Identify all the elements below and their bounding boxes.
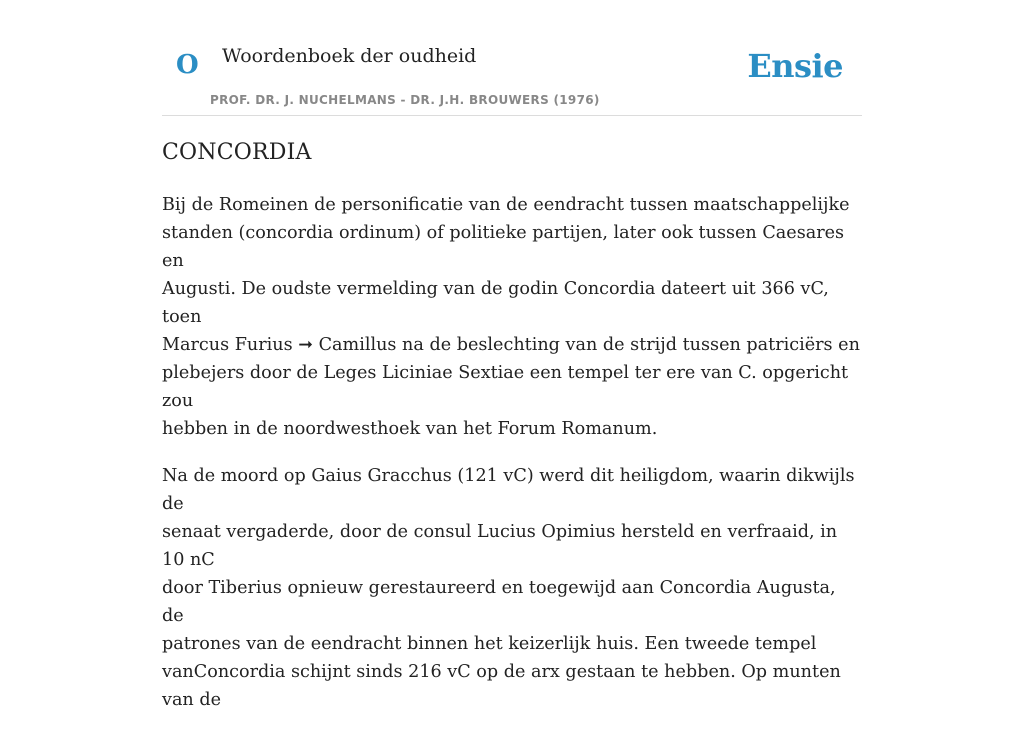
index-letter-link[interactable]: O xyxy=(176,50,199,80)
book-authors: PROF. DR. J. NUCHELMANS - DR. J.H. BROUWERS (1976) xyxy=(210,93,600,107)
entry-content xyxy=(162,138,862,733)
ensie-logo-link[interactable]: Ensie xyxy=(747,47,843,85)
site-header xyxy=(162,0,862,116)
entry-title: CONCORDIA xyxy=(162,140,312,165)
entry-paragraph: Na de moord op Gaius Gracchus (121 vC) werd dit heiligdom, waarin dikwijls de senaat vergaderde, door de consul Lucius Opimius hersteld en verfraaid, in 10 nC door Tiberius opnieuw gerestaureerd en toegewijd aan Concordia Augusta, de patrones van de eendracht binnen het keizerlijk huis. Een tweede tempel vanConcordia schijnt sinds 216 vC op de arx gestaan te hebben. Op munten van de xyxy=(162,465,855,710)
book-title-link[interactable]: Woordenboek der oudheid xyxy=(222,45,477,67)
entry-paragraph: Bij de Romeinen de personificatie van de eendracht tussen maatschappelijke standen (concordia ordinum) of politieke partijen, later ook tussen Caesares en Augusti. De oudste vermelding van de godin Concordia dateert uit 366 vC, toen Marcus Furius ➞ Camillus na de beslechting van de strijd tussen patriciërs en plebejers door de Leges Liciniae Sextiae een tempel ter ere van C. opgericht zou hebben in de noordwesthoek van het Forum Romanum. xyxy=(162,194,860,439)
